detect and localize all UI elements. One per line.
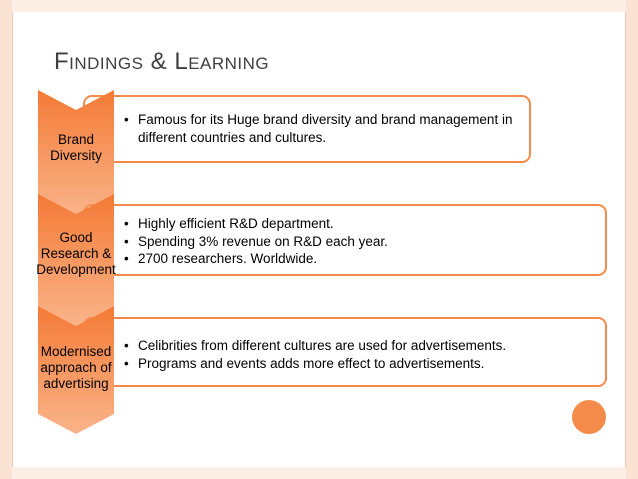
row-3-bullet-2: • Programs and events adds more effect to advertisements. bbox=[122, 355, 602, 373]
row-2-bullet-3: • 2700 researchers. Worldwide. bbox=[122, 250, 592, 268]
row-3-bullet-1: • Celibrities from different cultures are used for advertisements. bbox=[122, 337, 602, 355]
row-3-bullets bbox=[122, 337, 602, 372]
row-2-bullet-1: • Highly efficient R&D department. bbox=[122, 215, 592, 233]
row-3-label: Modernised approach of advertising bbox=[40, 344, 112, 391]
row-2-label: Good Research & Development bbox=[36, 230, 116, 277]
decorative-circle bbox=[572, 400, 606, 434]
row-2-bullet-2: • Spending 3% revenue on R&D each year. bbox=[122, 233, 592, 251]
slide-title: Findings & Learning bbox=[54, 48, 270, 75]
row-2-bullets bbox=[122, 215, 592, 268]
row-1-bullets bbox=[122, 111, 522, 146]
row-1-bullet-1: • Famous for its Huge brand diversity and brand management in different countries and cultures. bbox=[122, 111, 522, 146]
row-1-label: Brand Diversity bbox=[50, 132, 102, 163]
